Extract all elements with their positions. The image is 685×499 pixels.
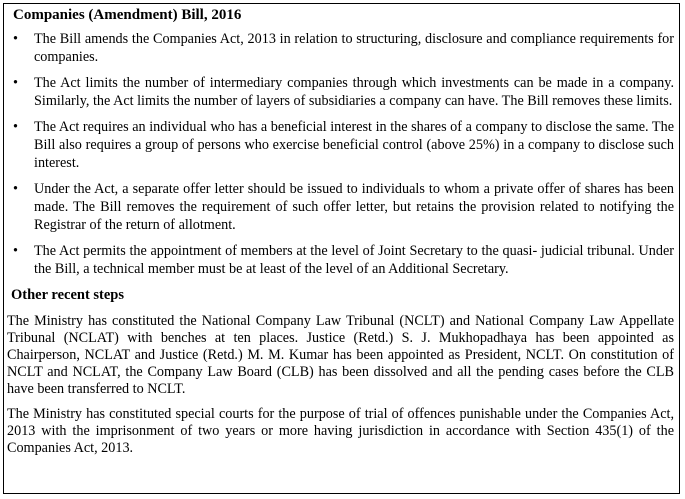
bill-summary-box — [3, 3, 680, 494]
bill-point-text: The Act permits the appointment of members at the level of Joint Secretary to the quasi- judicial tribunal. Under the Bill, a technical member must be at least of the level of an Additional Secretary. — [34, 243, 674, 277]
bill-title: Companies (Amendment) Bill, 2016 — [13, 7, 242, 23]
bill-point — [13, 242, 674, 278]
bullet-icon: • — [13, 119, 18, 135]
bill-point-text: Under the Act, a separate offer letter should be issued to individuals to whom a private offer of shares has been made. The Bill removes the requirement of such offer letter, but retains the provision related to notifying the Registrar of the return of allotment. — [34, 181, 674, 233]
other-steps-paragraph: The Ministry has constituted the National Company Law Tribunal (NCLT) and National Company Law Appellate Tribunal (NCLAT) with benches at ten places. Justice (Retd.) S. J. Mukhopadhaya has been appointed as Chairperson, NCLAT and Justice (Retd.) M. M. Kumar has been appointed as President, NCLT. On constitution of NCLT and NCLAT, the Company Law Board (CLB) has been dissolved and all the pending cases before the CLB have been transferred to NCLT. — [7, 313, 674, 397]
other-steps-heading: Other recent steps — [11, 287, 125, 303]
bullet-icon: • — [13, 31, 18, 47]
bullet-icon: • — [13, 75, 18, 91]
other-steps-paragraph: The Ministry has constituted special courts for the purpose of trial of offences punishable under the Companies Act, 2013 with the imprisonment of two years or more having jurisdiction in accordance with Section 435(1) of the Companies Act, 2013. — [7, 406, 674, 456]
bill-points-list — [13, 30, 674, 278]
bullet-icon: • — [13, 181, 18, 197]
bill-point-text: The Bill amends the Companies Act, 2013 in relation to structuring, disclosure and compliance requirements for companies. — [34, 31, 674, 65]
bill-point — [13, 180, 674, 234]
bill-point — [13, 118, 674, 172]
bill-point-text: The Act requires an individual who has a beneficial interest in the shares of a company to disclose the same. The Bill also requires a group of persons who exercise beneficial control (above 25%) in a company to disclose such interest. — [34, 119, 674, 171]
bill-point — [13, 30, 674, 66]
bill-point-text: The Act limits the number of intermediary companies through which investments can be made in a company. Similarly, the Act limits the number of layers of subsidiaries a company can have. The Bill removes these limits. — [34, 75, 674, 109]
bill-point — [13, 74, 674, 110]
bullet-icon: • — [13, 243, 18, 259]
